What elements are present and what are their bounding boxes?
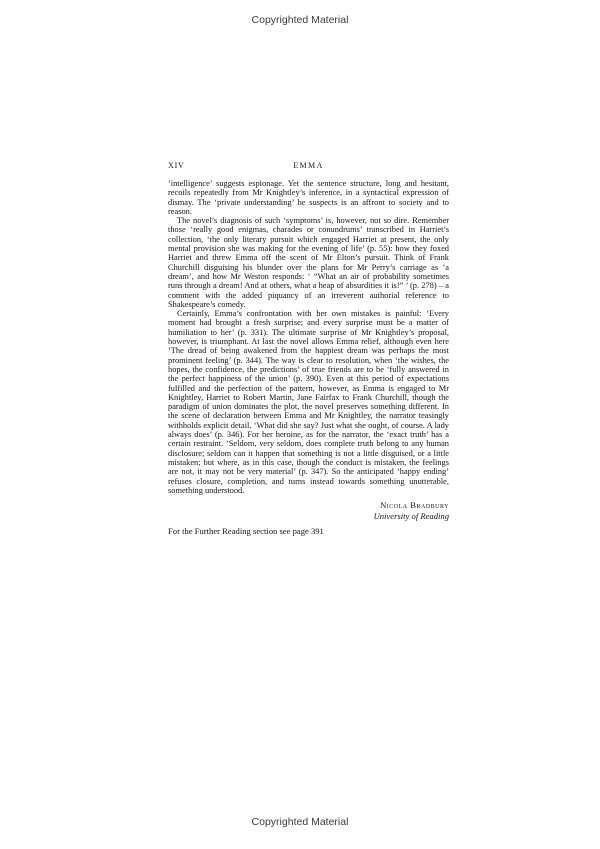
book-title: EMMA <box>293 161 324 170</box>
author-name: Nicola Bradbury <box>380 500 449 511</box>
copyright-notice-bottom: Copyrighted Material <box>251 816 349 828</box>
running-head <box>168 161 449 172</box>
signature-block <box>168 500 449 521</box>
paragraph-2: The novel’s diagnosis of such ‘symptoms’ is, however, not so dire. Remember those ‘really good enigmas, charades or conundrums’ transcribed in Harriet’s collection, ‘the only literary pursuit which engaged Harriet at present, the only mental provision she was making for the evening of life’ (p. 55): how they foxed Harriet and threw Emma off the scent of Mr Elton’s pursuit. Think of Frank Churchill disguising his blunder over the plans for Mr Perry’s carriage as ‘a dream’, and how Mr Weston responds: ‘ “What an air of probability sometimes runs through a dream! And at others, what a heap of absurdities it is!” ’ (p. 278) – a comment with the added piquancy of an irreverent authorial reference to Shakespeare’s comedy. <box>168 216 449 309</box>
paragraph-1: ‘intelligence’ suggests espionage. Yet the sentence structure, long and hesitant, recoils repeatedly from Mr Knightley’s inference, in a syntactical expression of dismay. The ‘private understanding’ he suspects is an affront to society and to reason. <box>168 179 449 216</box>
text-column <box>168 161 449 536</box>
copyright-notice-top: Copyrighted Material <box>251 14 349 26</box>
author-affiliation: University of Reading <box>373 510 449 521</box>
paragraph-3: Certainly, Emma’s confrontation with her own mistakes is painful: ‘Every moment had brought a fresh surprise; and every surprise must be a matter of humiliation to her’ (p. 331). The ultimate surprise of Mr Knightley’s proposal, however, is triumphant. At last the novel allows Emma relief, although even here ‘The dread of being awakened from the happiest dream was perhaps the most prominent feeling’ (p. 344). The way is clear to resolution, when ‘the wishes, the hopes, the confidence, the predictions’ of true friends are to be ‘fully answered in the perfect happiness of the union’ (p. 390). Even at this period of expectations fulfilled and the perfection of the pattern, however, as Emma is engaged to Mr Knightley, Harriet to Robert Martin, Jane Fairfax to Frank Churchill, though the paradigm of union dominates the plot, the novel preserves something different. In the scene of declaration between Emma and Mr Knightley, the narrator teasingly withholds explicit detail. ‘What did she say? Just what she ought, of course. A lady always does’ (p. 346). For her heroine, as for the narrator, the ‘exact truth’ has a certain restraint. ‘Seldom, very seldom, does complete truth belong to any human disclosure; seldom can it happen that something is not a little disguised, or a little mistaken; but where, as in this case, though the conduct is mistaken, the feelings are not, it may not be very material’ (p. 347). So the anticipated ‘happy ending’ refuses closure, completion, and turns instead towards something unutterable, something understood. <box>168 309 449 495</box>
body-text <box>168 179 449 495</box>
page-number: XIV <box>168 161 185 170</box>
further-reading-note: For the Further Reading section see page 391 <box>168 526 324 537</box>
